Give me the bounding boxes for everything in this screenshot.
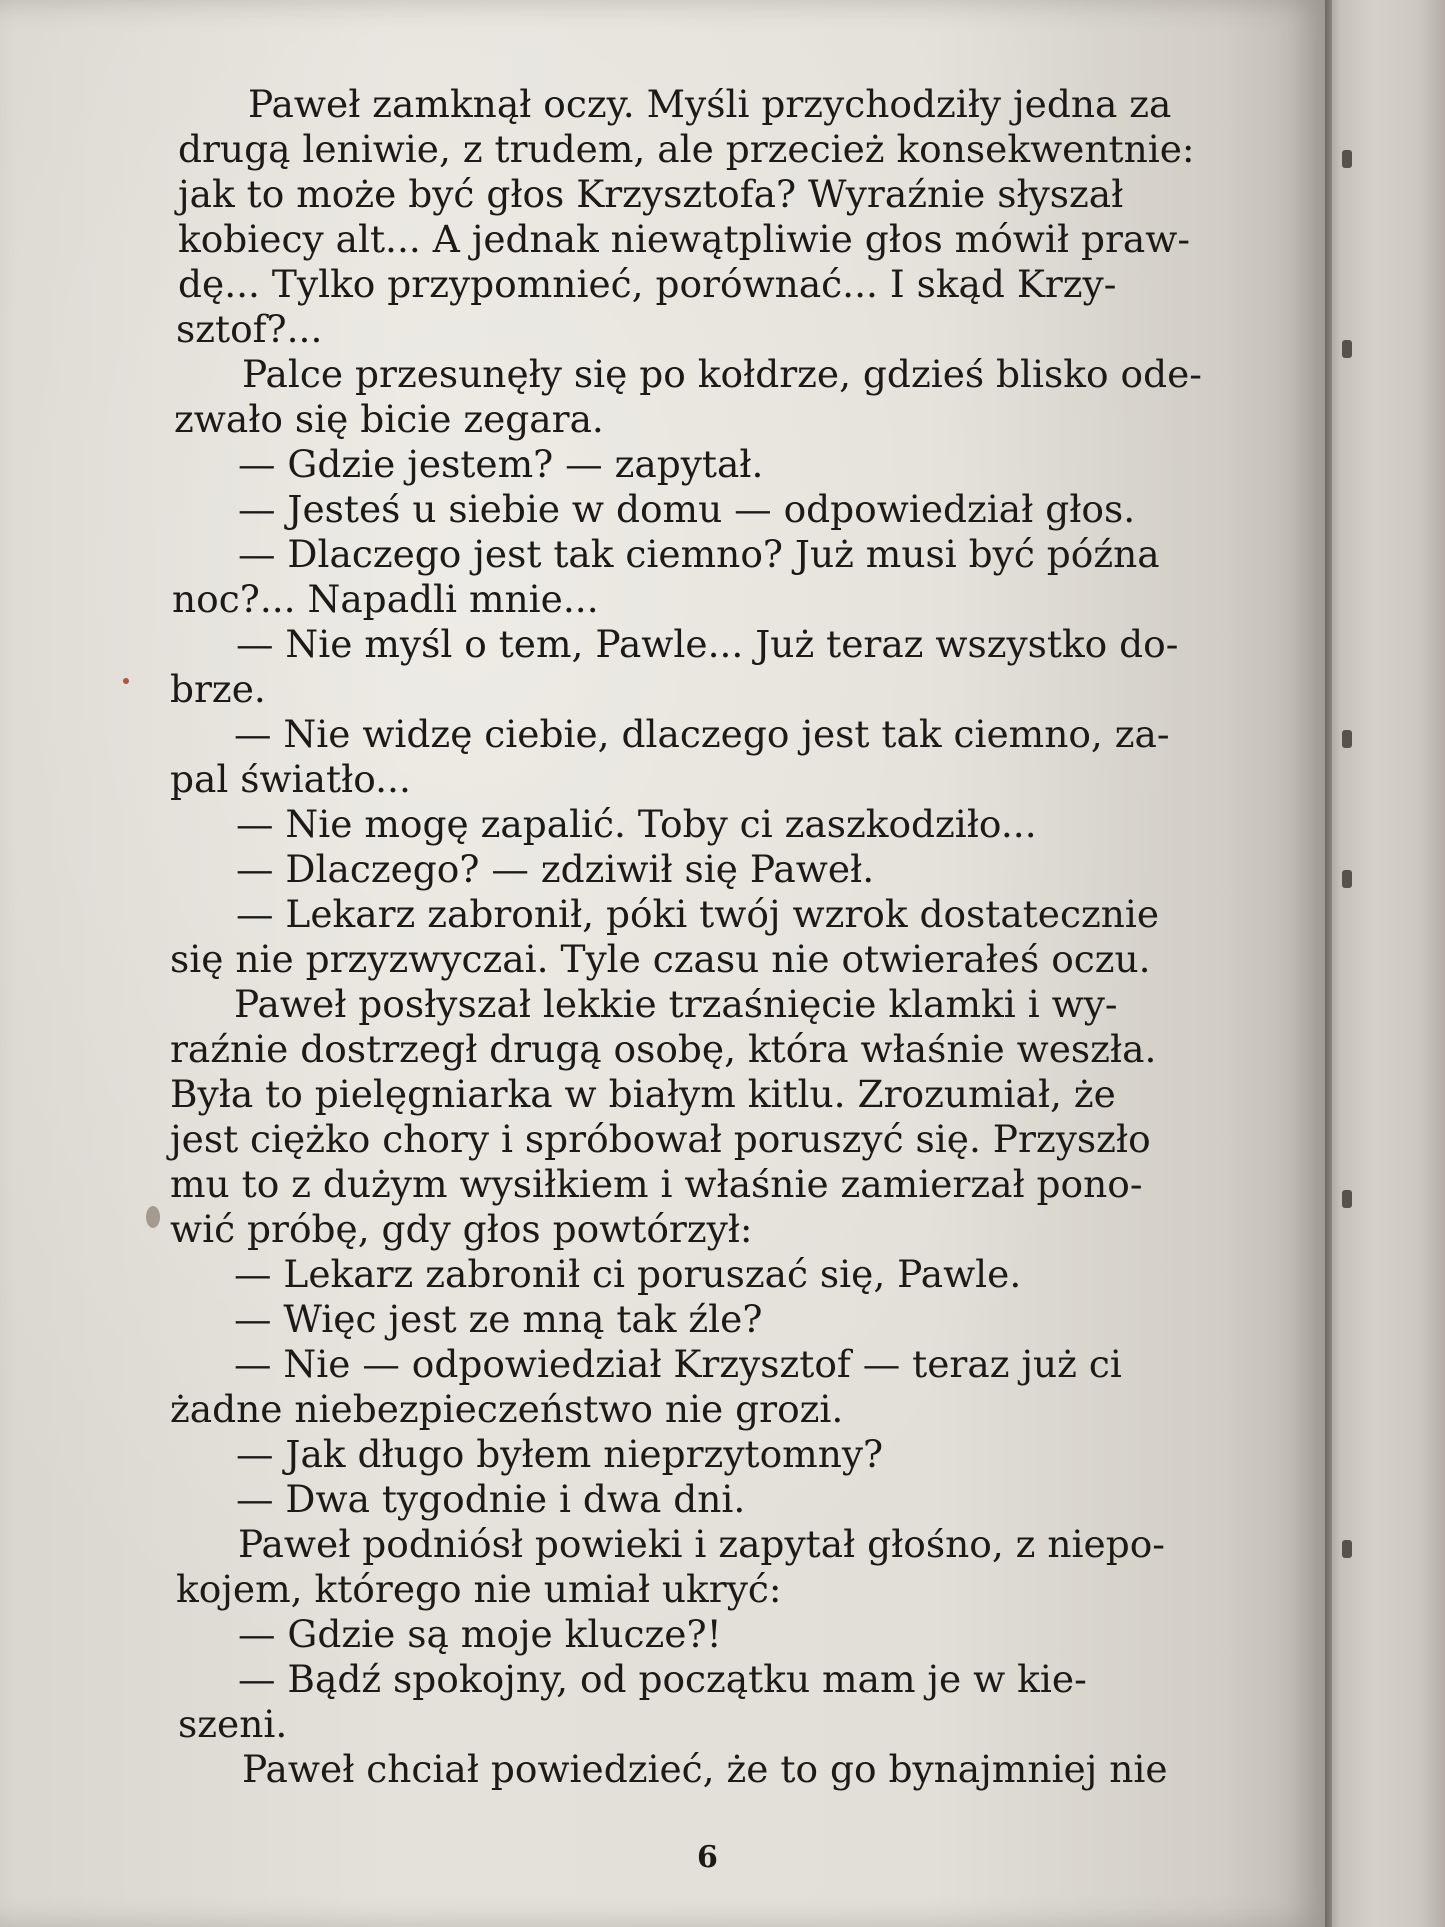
binding-stitch — [1342, 340, 1352, 358]
text-line: się nie przyzwyczai. Tyle czasu nie otwierałeś oczu. — [170, 937, 1151, 981]
text-line: brze. — [170, 667, 266, 711]
binding-stitch — [1342, 870, 1352, 888]
page-number: 6 — [697, 1840, 718, 1875]
text-line: sztof?... — [176, 307, 323, 351]
text-line: zwało się bicie zegara. — [174, 397, 604, 441]
text-line: — Nie mogę zapalić. Toby ci zaszkodziło... — [236, 802, 1037, 846]
text-line: pal światło... — [170, 757, 411, 801]
text-line: szeni. — [178, 1702, 288, 1746]
text-line: — Gdzie są moje klucze?! — [238, 1612, 722, 1656]
text-line: Była to pielęgniarka w białym kitlu. Zrozumiał, że — [170, 1072, 1116, 1116]
text-line: — Lekarz zabronił ci poruszać się, Pawle. — [234, 1252, 1022, 1296]
text-line: — Nie widzę ciebie, dlaczego jest tak ciemno, za- — [234, 712, 1170, 756]
text-line: — Jesteś u siebie w domu — odpowiedział głos. — [238, 487, 1136, 531]
text-line: — Nie myśl o tem, Pawle... Już teraz wszystko do- — [236, 622, 1179, 666]
text-line: — Lekarz zabronił, póki twój wzrok dostatecznie — [236, 892, 1160, 936]
body-text — [170, 82, 1250, 1792]
binding-stitch — [1342, 730, 1352, 748]
text-line: wić próbę, gdy głos powtórzył: — [170, 1207, 753, 1251]
text-line: Palce przesunęły się po kołdrze, gdzieś blisko ode- — [242, 352, 1202, 396]
text-line: noc?... Napadli mnie... — [172, 577, 599, 621]
text-line: — Więc jest ze mną tak źle? — [234, 1297, 763, 1341]
text-line: — Nie — odpowiedział Krzysztof — teraz już ci — [234, 1342, 1122, 1386]
text-line: jest ciężko chory i spróbował poruszyć się. Przyszło — [170, 1117, 1151, 1161]
page-smudge — [146, 1206, 160, 1228]
ink-dot — [123, 678, 129, 684]
text-line: jak to może być głos Krzysztofa? Wyraźnie słyszał — [178, 172, 1124, 216]
binding-stitch — [1342, 1190, 1352, 1208]
text-line: raźnie dostrzegł drugą osobę, która właśnie weszła. — [170, 1027, 1157, 1071]
binding-stitch — [1342, 1540, 1352, 1558]
text-line: — Dwa tygodnie i dwa dni. — [236, 1477, 746, 1521]
text-line: — Gdzie jestem? — zapytał. — [238, 442, 764, 486]
text-line: kojem, którego nie umiał ukryć: — [176, 1567, 782, 1611]
text-line: żadne niebezpieczeństwo nie grozi. — [170, 1387, 844, 1431]
binding-stitch — [1342, 150, 1352, 168]
text-line: Paweł zamknął oczy. Myśli przychodziły jedna za — [248, 82, 1172, 126]
text-line: — Dlaczego jest tak ciemno? Już musi być późna — [238, 532, 1160, 576]
text-line: kobiecy alt... A jednak niewątpliwie głos mówił praw- — [178, 217, 1191, 261]
text-line: — Jak długo byłem nieprzytomny? — [236, 1432, 884, 1476]
text-line: mu to z dużym wysiłkiem i właśnie zamierzał pono- — [170, 1162, 1143, 1206]
text-line: Paweł posłyszał lekkie trzaśnięcie klamki i wy- — [234, 982, 1118, 1026]
text-line: drugą leniwie, z trudem, ale przecież konsekwentnie: — [178, 127, 1195, 171]
text-line: dę... Tylko przypomnieć, porównać... I skąd Krzy- — [178, 262, 1117, 306]
adjacent-page — [1318, 0, 1445, 1927]
text-line: — Dlaczego? — zdziwił się Paweł. — [236, 847, 875, 891]
text-line: Paweł podniósł powieki i zapytał głośno, z niepo- — [238, 1522, 1165, 1566]
text-line: Paweł chciał powiedzieć, że to go bynajmniej nie — [242, 1747, 1168, 1791]
text-line: — Bądź spokojny, od początku mam je w kie- — [238, 1657, 1087, 1701]
